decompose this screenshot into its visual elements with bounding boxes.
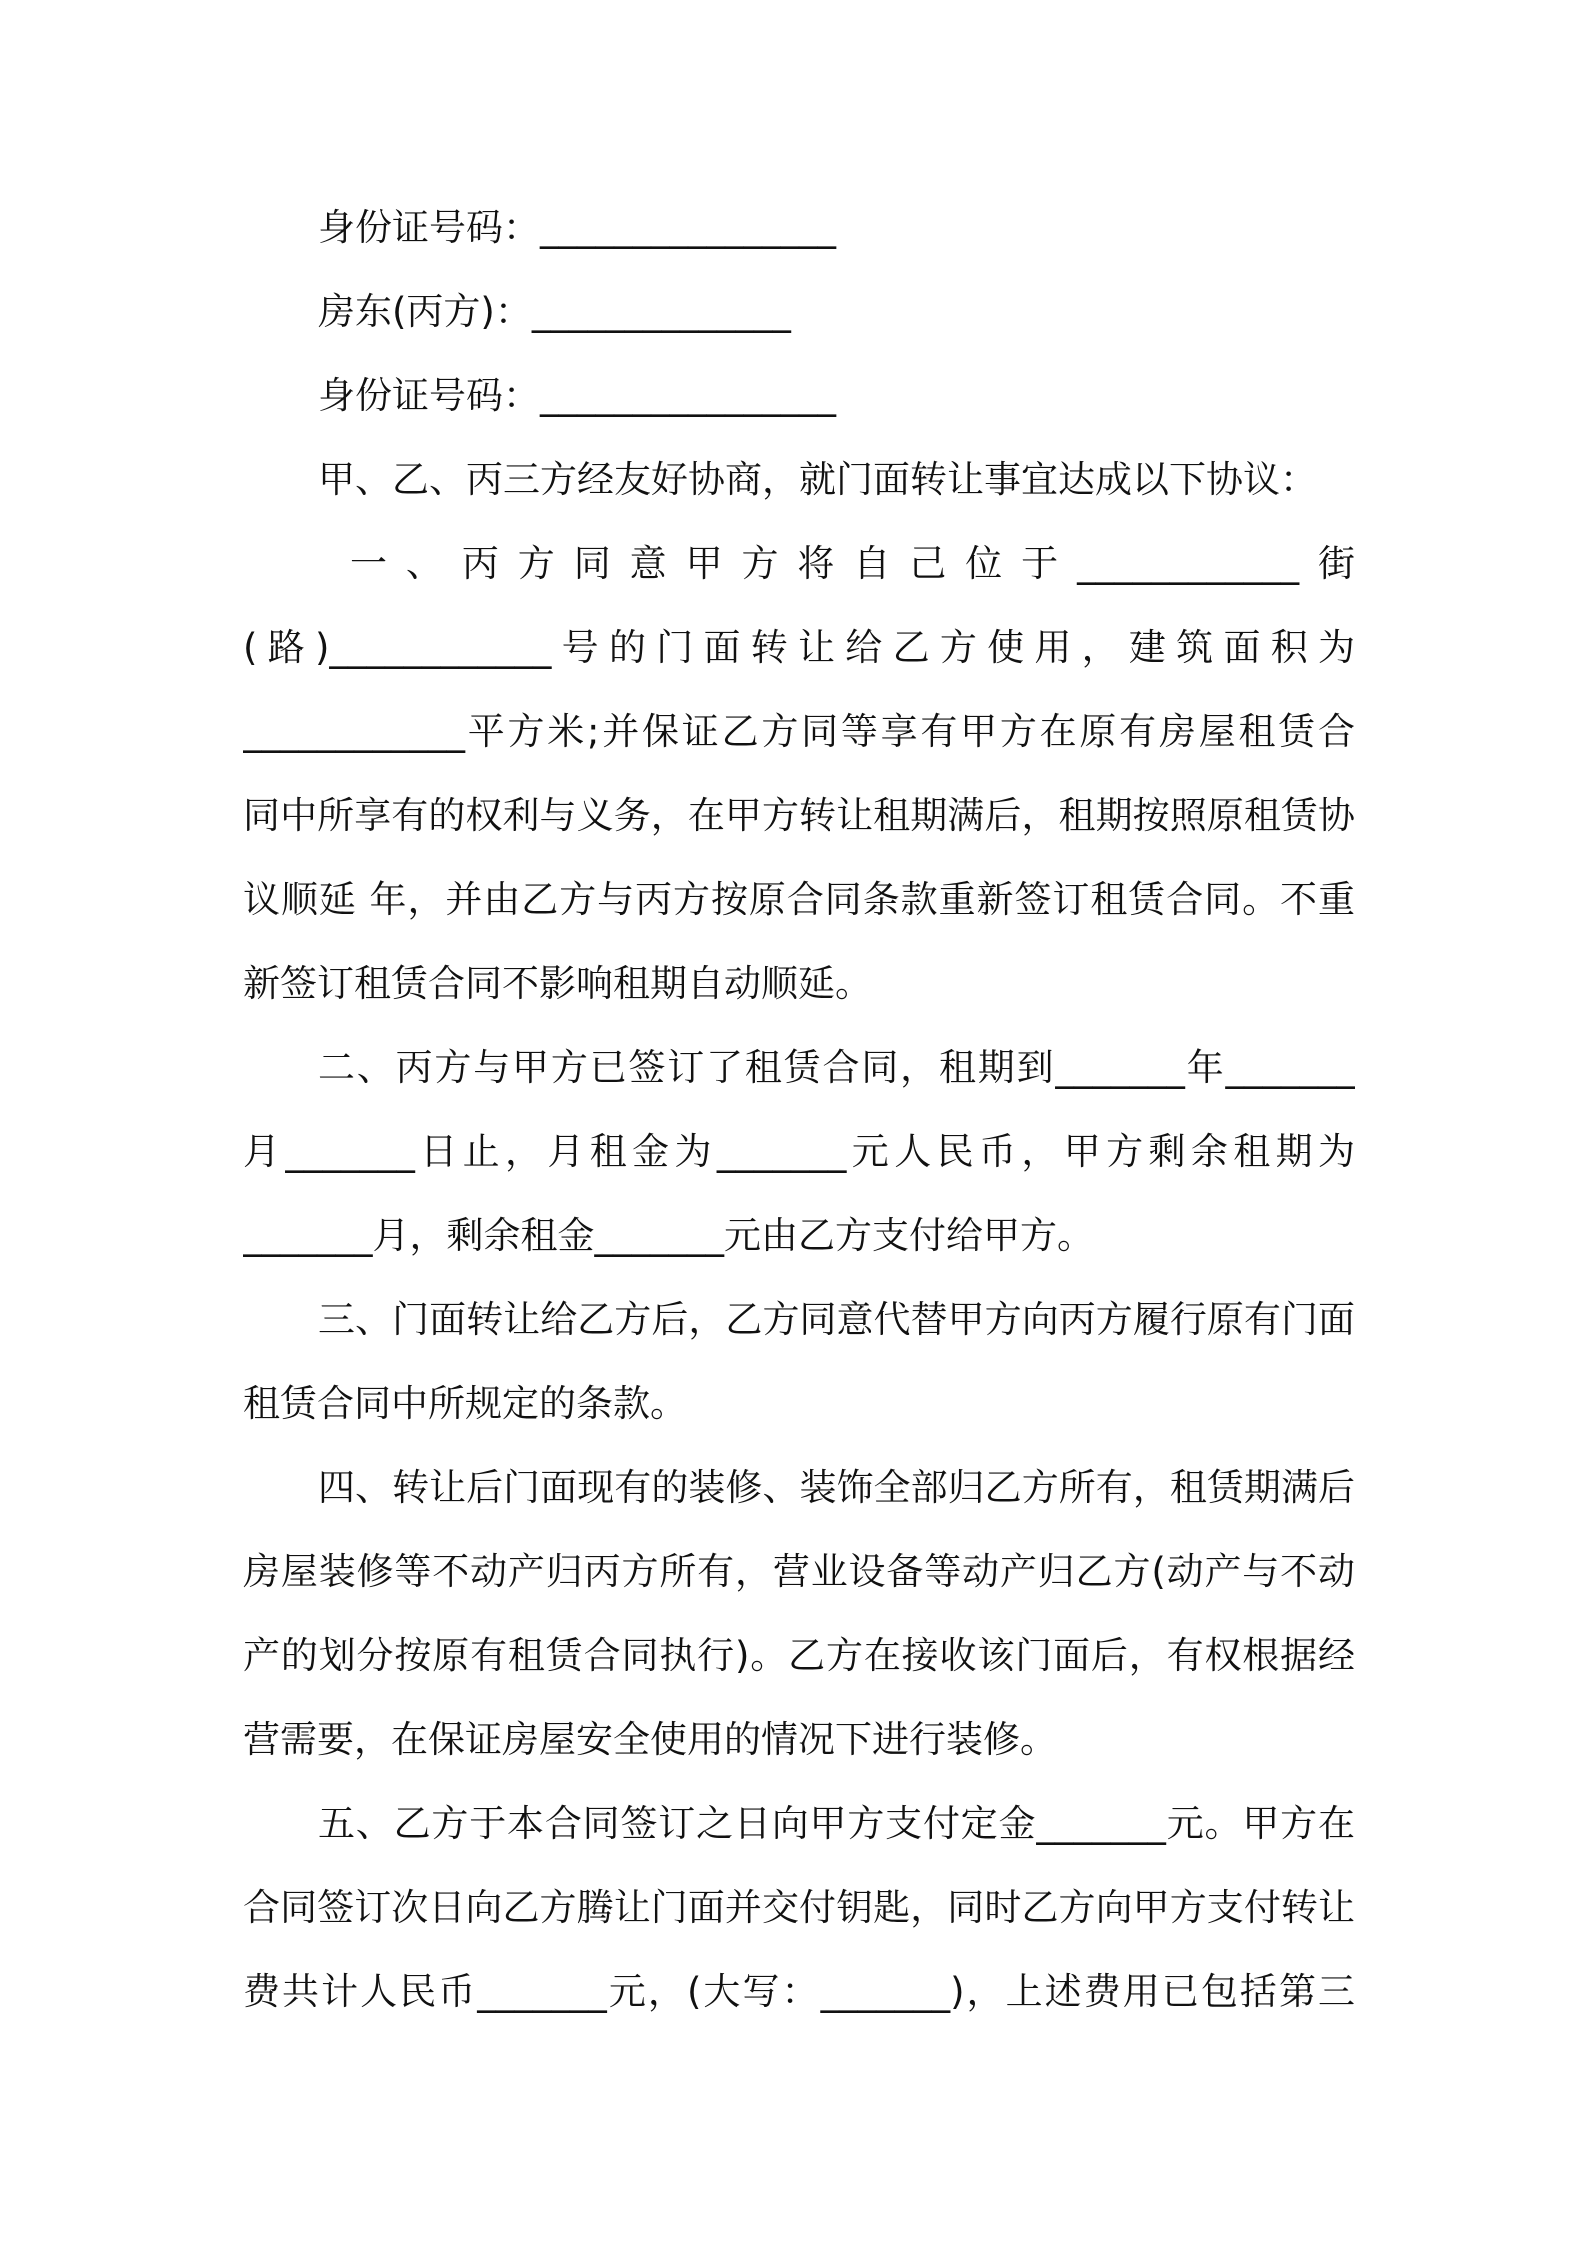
clause-2-line-1: 二、丙方与甲方已签订了租赁合同，租期到_______年_______ <box>318 1046 1355 1089</box>
clause-3-line-1: 三、门面转让给乙方后，乙方同意代替甲方向丙方履行原有门面 <box>318 1298 1355 1341</box>
clause-2-line-2: 月_______日止，月租金为_______元人民币，甲方剩余租期为 <box>243 1130 1355 1173</box>
clause-1-line-5: 议顺延 年，并由乙方与丙方按原合同条款重新签订租赁合同。不重 <box>243 878 1355 921</box>
landlord-line: 房东(丙方)：______________ <box>318 290 791 333</box>
clause-4-line-4: 营需要，在保证房屋安全使用的情况下进行装修。 <box>243 1718 1057 1761</box>
clause-1-line-4: 同中所享有的权利与义务，在甲方转让租期满后，租期按照原租赁协 <box>243 794 1355 837</box>
agreement-intro-line: 甲、乙、丙三方经友好协商，就门面转让事宜达成以下协议： <box>318 458 1317 501</box>
id-number-line-1: 身份证号码：________________ <box>318 206 836 249</box>
clause-5-line-3: 费共计人民币_______元，(大写：_______)，上述费用已包括第三 <box>243 1970 1355 2013</box>
clause-4-line-2: 房屋装修等不动产归丙方所有，营业设备等动产归乙方(动产与不动 <box>243 1550 1355 1593</box>
clause-1-line-6: 新签订租赁合同不影响租期自动顺延。 <box>243 962 872 1005</box>
clause-1-line-1: 一、丙方同意甲方将自己位于____________街 <box>350 542 1355 585</box>
clause-1-line-3: ____________平方米;并保证乙方同等享有甲方在原有房屋租赁合 <box>243 710 1355 753</box>
clause-5-line-2: 合同签订次日向乙方腾让门面并交付钥匙，同时乙方向甲方支付转让 <box>243 1886 1355 1929</box>
id-number-line-2: 身份证号码：________________ <box>318 374 836 417</box>
clause-5-line-1: 五、乙方于本合同签订之日向甲方支付定金_______元。甲方在 <box>318 1802 1355 1845</box>
clause-4-line-1: 四、转让后门面现有的装修、装饰全部归乙方所有，租赁期满后 <box>318 1466 1355 1509</box>
clause-3-line-2: 租赁合同中所规定的条款。 <box>243 1382 687 1425</box>
clause-2-line-3: _______月，剩余租金_______元由乙方支付给甲方。 <box>243 1214 1094 1257</box>
clause-4-line-3: 产的划分按原有租赁合同执行)。乙方在接收该门面后，有权根据经 <box>243 1634 1355 1677</box>
clause-1-line-2: (路)____________号的门面转让给乙方使用，建筑面积为 <box>243 626 1355 669</box>
